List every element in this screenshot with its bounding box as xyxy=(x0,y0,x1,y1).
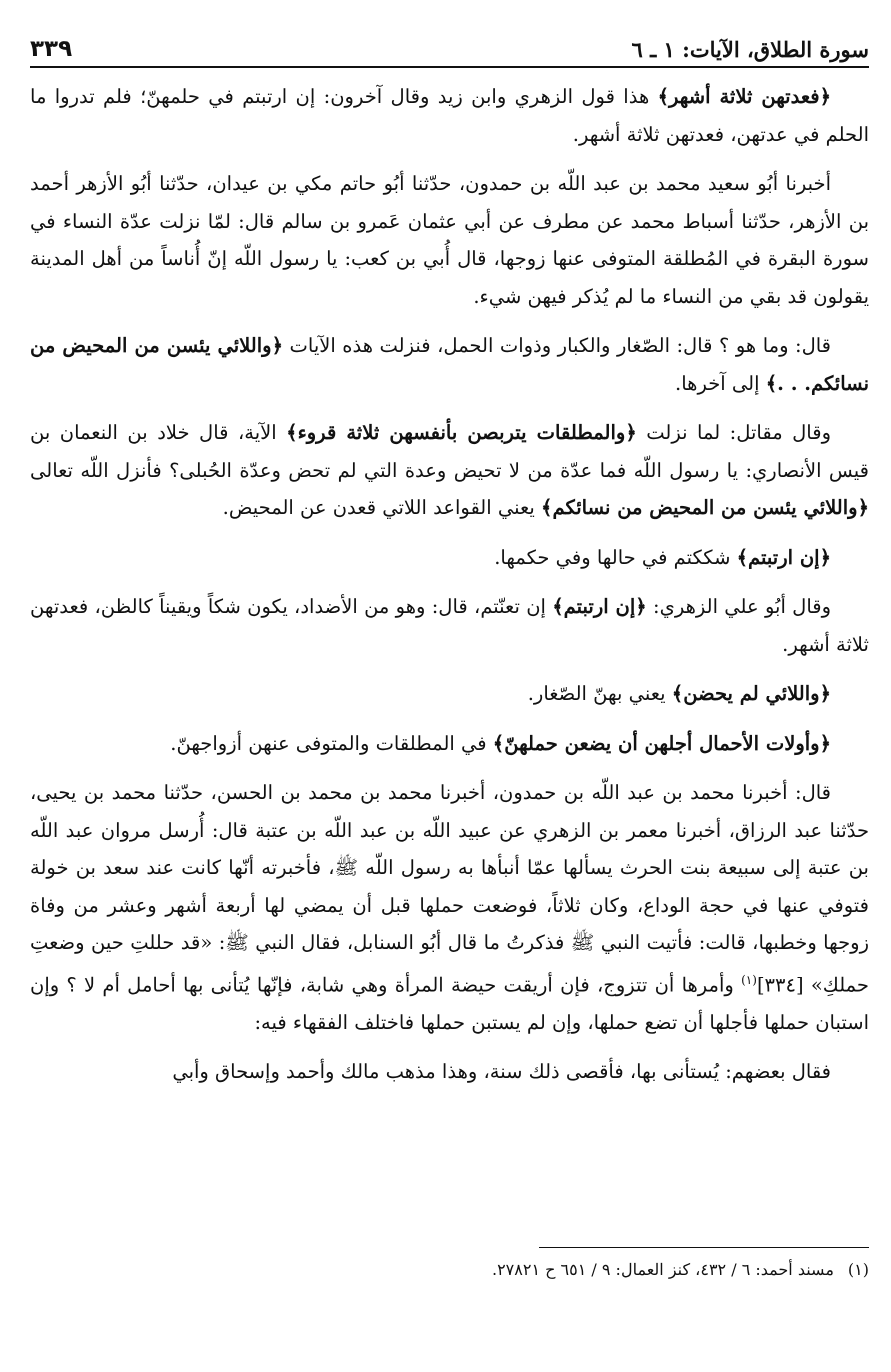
running-header xyxy=(30,22,869,68)
text-run: وقال مقاتل: لما نزلت xyxy=(636,421,831,444)
paragraph xyxy=(30,774,869,1041)
paragraph xyxy=(30,539,869,577)
quran-quote: ﴿إن ارتبتم﴾ xyxy=(736,545,831,569)
paragraph xyxy=(30,327,869,402)
text-run: يعني القواعد اللاتي قعدن عن المحيض. xyxy=(222,496,542,519)
text-run: إلى آخرها. xyxy=(675,371,766,395)
quran-quote: ﴿واللائي يئسن من المحيض من نسائكم. . .﴾ xyxy=(30,334,869,395)
quran-quote: ﴿واللائي يئسن من المحيض من نسائكم﴾ xyxy=(541,496,869,519)
header-title: سورة الطلاق، الآيات: ١ ـ ٦ xyxy=(631,37,869,62)
text-run: وأمرها أن تتزوج، فإن أريقت حيضة المرأة وهي شابة، فإنّها يُتأنى بها أحامل أم لا ؟ وإن استبان حملها فأجلها أن تضع حملها، وإن لم يستبن حملها فاختلف الفقهاء فيه: xyxy=(30,973,869,1034)
quran-quote: ﴿والمطلقات يتربصن بأنفسهن ثلاثة قروء﴾ xyxy=(286,421,637,444)
paragraph xyxy=(30,165,869,315)
text-run: يعني بهنّ الصّغار. xyxy=(527,682,672,705)
text-run: إن تعنّتم، قال: وهو من الأضداد، يكون شكاً ويقيناً كالظن، فعدتهن ثلاثة أشهر. xyxy=(30,595,869,656)
footnote-ref: (١) xyxy=(741,972,757,987)
text-run: الآية، قال خلاد بن النعمان بن قيس الأنصاري: يا رسول اللّه فما عدّة من لا تحيض وعدة التي لم تحض وعدّة الحُبلى؟ فأنزل اللّه تعالى xyxy=(30,421,869,482)
footnote-text: مسند أحمد: ٦ / ٤٣٢، كنز العمال: ٩ / ٦٥١ ح ٢٧٨٢١. xyxy=(491,1260,834,1279)
paragraph xyxy=(30,725,869,763)
quran-quote: ﴿واللائي لم يحضن﴾ xyxy=(671,682,831,705)
body-text xyxy=(30,78,869,1103)
text-run: قال: وما هو ؟ قال: الصّغار والكبار وذوات الحمل، فنزلت هذه الآيات xyxy=(283,334,832,357)
footnote xyxy=(30,1257,869,1283)
text-run: قال: أخبرنا محمد بن عبد اللّه بن حمدون، أخبرنا محمد بن محمد بن الحسن، حدّثنا محمد بن يحيى، حدّثنا عبد الرزاق، أخبرنا معمر بن الزهري عن عبيد اللّه بن عبد اللّه بن عتبة قال: أُرسل مروان عبد اللّه بن عتبة إلى سبيعة بنت الحرث يسألها عمّا أنبأها به رسول اللّه ﷺ، فأخبرته أنّها كانت عند سعد بن خولة فتوفي عنها في حجة الوداع، وكان ثلاثاً، فوضعت حملها قبل أن يمضي لها أربعة أشهر وعشر من وفاة زوجها وخطبها، قالت: فأتيت النبي ﷺ فذكرتُ ما قال أبُو السنابل، فقال النبي ﷺ: «قد حللتِ حين وضعتِ حملكِ» [٣٣٤] xyxy=(30,781,869,996)
paragraph xyxy=(30,588,869,663)
text-run: وقال أبُو علي الزهري: xyxy=(646,595,831,618)
quran-quote: ﴿إن ارتبتم﴾ xyxy=(552,595,647,618)
text-run: فقال بعضهم: يُستأنى بها، فأقصى ذلك سنة، وهذا مذهب مالك وأحمد وإسحاق وأبي xyxy=(172,1060,831,1083)
paragraph xyxy=(30,78,869,153)
footnote-number: (١) xyxy=(847,1260,869,1279)
text-run: شككتم في حالها وفي حكمها. xyxy=(494,545,737,569)
paragraph xyxy=(30,414,869,527)
page-number: ٣٣٩ xyxy=(30,36,73,62)
text-run: هذا قول الزهري وابن زيد وقال آخرون: إن ارتبتم في حلمهنّ؛ فلم تدروا ما الحلم في عدتهن، فعدتهن ثلاثة أشهر. xyxy=(30,85,869,146)
paragraph xyxy=(30,675,869,713)
text-run: أخبرنا أبُو سعيد محمد بن عبد اللّه بن حمدون، حدّثنا أبُو حاتم مكي بن عيدان، حدّثنا أبُو الأزهر أحمد بن الأزهر، حدّثنا أسباط محمد عن مطرف عن أبي عثمان عَمرو بن سالم قال: لمّا نزلت عدّة النساء في سورة البقرة في المُطلقة المتوفى عنها زوجها، قال أُبي بن كعب: يا رسول اللّه إنّ أُناساً من أهل المدينة يقولون قد بقي من النساء ما لم يُذكر فيهن شيء. xyxy=(30,172,869,308)
footnote-divider xyxy=(539,1247,869,1248)
quran-quote: ﴿وأولات الأحمال أجلهن أن يضعن حملهنّ﴾ xyxy=(492,731,831,755)
paragraph xyxy=(30,1053,869,1091)
quran-quote: ﴿فعدتهن ثلاثة أشهر﴾ xyxy=(657,85,831,108)
text-run: في المطلقات والمتوفى عنهن أزواجهنّ. xyxy=(170,731,493,755)
